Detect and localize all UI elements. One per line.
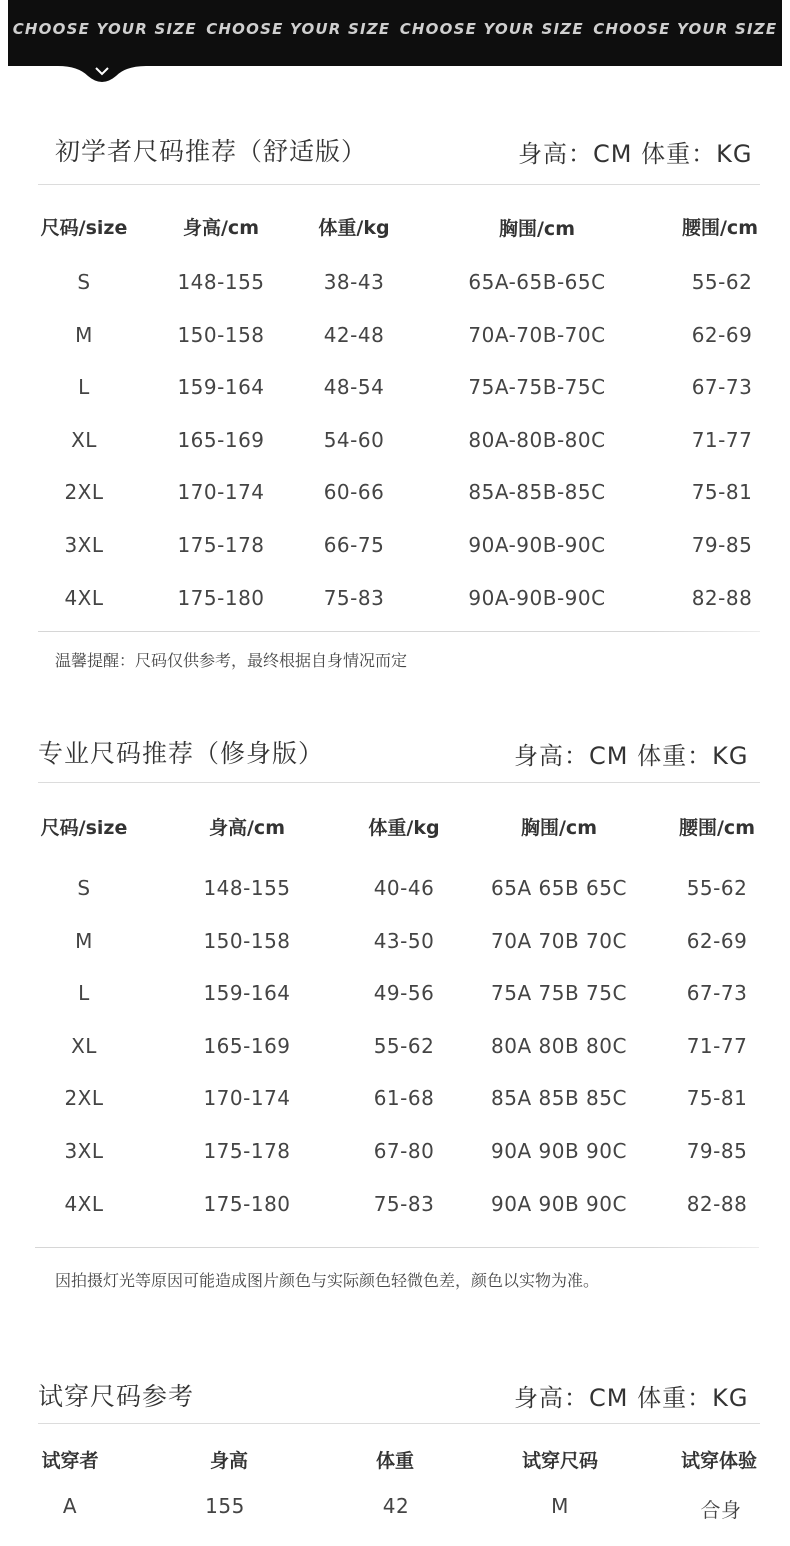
table-cell: A <box>62 1494 78 1518</box>
table-header: 试穿体验 <box>680 1450 758 1472</box>
table-cell: S <box>77 270 91 294</box>
table-cell: 82-88 <box>691 585 753 610</box>
table-cell: 75A 75B 75C <box>491 981 627 1006</box>
table-cell: 55-62 <box>686 876 748 900</box>
table-cell: 80A-80B-80C <box>468 427 606 452</box>
banner-text: CHOOSE YOUR SIZE <box>206 20 391 38</box>
table-cell: S <box>77 876 91 900</box>
table-cell: 2XL <box>64 480 104 505</box>
table-cell: 175-178 <box>177 533 265 557</box>
table-cell: 175-180 <box>177 585 265 610</box>
table-cell: 79-85 <box>686 1139 748 1163</box>
table-cell: 75-81 <box>686 1086 748 1111</box>
table-cell: 61-68 <box>373 1086 435 1111</box>
table-cell: 3XL <box>64 533 104 557</box>
table-header: 身高 <box>209 1450 249 1472</box>
table-cell: 90A-90B-90C <box>468 533 606 557</box>
table-cell: 175-178 <box>203 1139 291 1163</box>
table-cell: 75-81 <box>691 480 753 505</box>
table-cell: 43-50 <box>373 928 435 953</box>
table-cell: 66-75 <box>323 533 385 557</box>
section2-note: 因拍摄灯光等原因可能造成图片颜色与实际颜色轻微色差，颜色以实物为准。 <box>55 1271 600 1290</box>
table-header: 试穿尺码 <box>521 1450 599 1472</box>
table-cell: 42 <box>382 1494 410 1518</box>
table-cell: 48-54 <box>323 375 385 400</box>
table-cell: 82-88 <box>686 1191 748 1216</box>
table-cell: 65A 65B 65C <box>491 876 627 900</box>
table-cell: 170-174 <box>177 480 265 505</box>
table-cell: XL <box>71 427 97 452</box>
table-cell: 75-83 <box>323 585 385 610</box>
table-cell: XL <box>71 1033 97 1058</box>
table-cell: 42-48 <box>323 322 385 347</box>
table-header: 胸围/cm <box>498 218 576 240</box>
table-cell: 148-155 <box>177 270 265 294</box>
table-cell: 4XL <box>64 585 104 610</box>
table-cell: 150-158 <box>203 928 291 953</box>
section1-units: 身高：CM 体重：KG <box>518 140 753 168</box>
table-cell: 159-164 <box>203 981 291 1006</box>
table-cell: 70A 70B 70C <box>491 928 627 953</box>
chevron-down-icon <box>94 66 110 76</box>
table-cell: 148-155 <box>203 876 291 900</box>
table-cell: 165-169 <box>177 427 265 452</box>
table-cell: 2XL <box>64 1086 104 1111</box>
table-cell: 55-62 <box>373 1033 435 1058</box>
table-cell: 67-80 <box>373 1139 435 1163</box>
table-cell: 85A 85B 85C <box>491 1086 627 1111</box>
table-cell: 67-73 <box>691 375 753 400</box>
table-cell: 165-169 <box>203 1033 291 1058</box>
table-header: 身高/cm <box>208 817 286 839</box>
table-cell: 65A-65B-65C <box>468 270 606 294</box>
table-cell: 合身 <box>700 1498 742 1522</box>
table-header: 尺码/size <box>40 217 128 239</box>
table-cell: 75A-75B-75C <box>468 375 606 400</box>
table-cell: 60-66 <box>323 480 385 505</box>
table-cell: 155 <box>205 1494 245 1518</box>
table-cell: 70A-70B-70C <box>468 322 606 347</box>
table-cell: 55-62 <box>691 270 753 294</box>
table-cell: 54-60 <box>323 427 385 452</box>
table-cell: 80A 80B 80C <box>491 1033 627 1058</box>
table-cell: 62-69 <box>691 322 753 347</box>
section2-title: 专业尺码推荐（修身版） <box>38 739 325 768</box>
table-header: 腰围/cm <box>678 817 756 839</box>
table-header: 体重/kg <box>368 817 440 839</box>
section1-divider-top <box>38 184 760 185</box>
table-cell: L <box>78 375 90 400</box>
table-cell: M <box>75 322 93 347</box>
table-cell: 40-46 <box>373 876 435 900</box>
table-cell: 85A-85B-85C <box>468 480 606 505</box>
section1-note: 温馨提醒：尺码仅供参考，最终根据自身情况而定 <box>55 651 408 670</box>
table-cell: 71-77 <box>686 1033 748 1058</box>
table-cell: M <box>551 1494 569 1518</box>
table-header: 试穿者 <box>41 1450 99 1472</box>
table-cell: L <box>78 981 90 1006</box>
table-header: 腰围/cm <box>681 217 759 239</box>
table-cell: 38-43 <box>323 270 385 294</box>
table-cell: 62-69 <box>686 928 748 953</box>
table-header: 胸围/cm <box>520 817 598 839</box>
table-cell: M <box>75 928 93 953</box>
table-cell: 175-180 <box>203 1191 291 1216</box>
banner-items <box>8 20 782 38</box>
banner-text: CHOOSE YOUR SIZE <box>399 20 584 38</box>
table-cell: 3XL <box>64 1139 104 1163</box>
table-cell: 4XL <box>64 1191 104 1216</box>
table-cell: 71-77 <box>691 427 753 452</box>
table-cell: 49-56 <box>373 981 435 1006</box>
banner-text: CHOOSE YOUR SIZE <box>12 20 197 38</box>
table-cell: 170-174 <box>203 1086 291 1111</box>
size-banner <box>8 0 782 66</box>
section2-divider-bottom <box>35 1247 759 1248</box>
section3-title: 试穿尺码参考 <box>38 1382 195 1411</box>
table-cell: 67-73 <box>686 981 748 1006</box>
section1-divider-bottom <box>38 631 760 632</box>
table-cell: 90A 90B 90C <box>491 1139 627 1163</box>
table-cell: 90A 90B 90C <box>491 1191 627 1216</box>
banner-text: CHOOSE YOUR SIZE <box>593 20 778 38</box>
section3-units: 身高：CM 体重：KG <box>514 1384 749 1412</box>
table-header: 体重/kg <box>318 217 390 239</box>
section3-divider-top <box>38 1423 760 1424</box>
table-cell: 159-164 <box>177 375 265 400</box>
table-header: 尺码/size <box>40 817 128 839</box>
table-header: 身高/cm <box>182 217 260 239</box>
table-cell: 150-158 <box>177 322 265 347</box>
section1-title: 初学者尺码推荐（舒适版） <box>55 137 368 166</box>
table-header: 体重 <box>375 1450 415 1472</box>
section2-units: 身高：CM 体重：KG <box>514 742 749 770</box>
table-cell: 90A-90B-90C <box>468 585 606 610</box>
table-cell: 75-83 <box>373 1191 435 1216</box>
section2-divider-top <box>38 782 760 783</box>
table-cell: 79-85 <box>691 533 753 557</box>
